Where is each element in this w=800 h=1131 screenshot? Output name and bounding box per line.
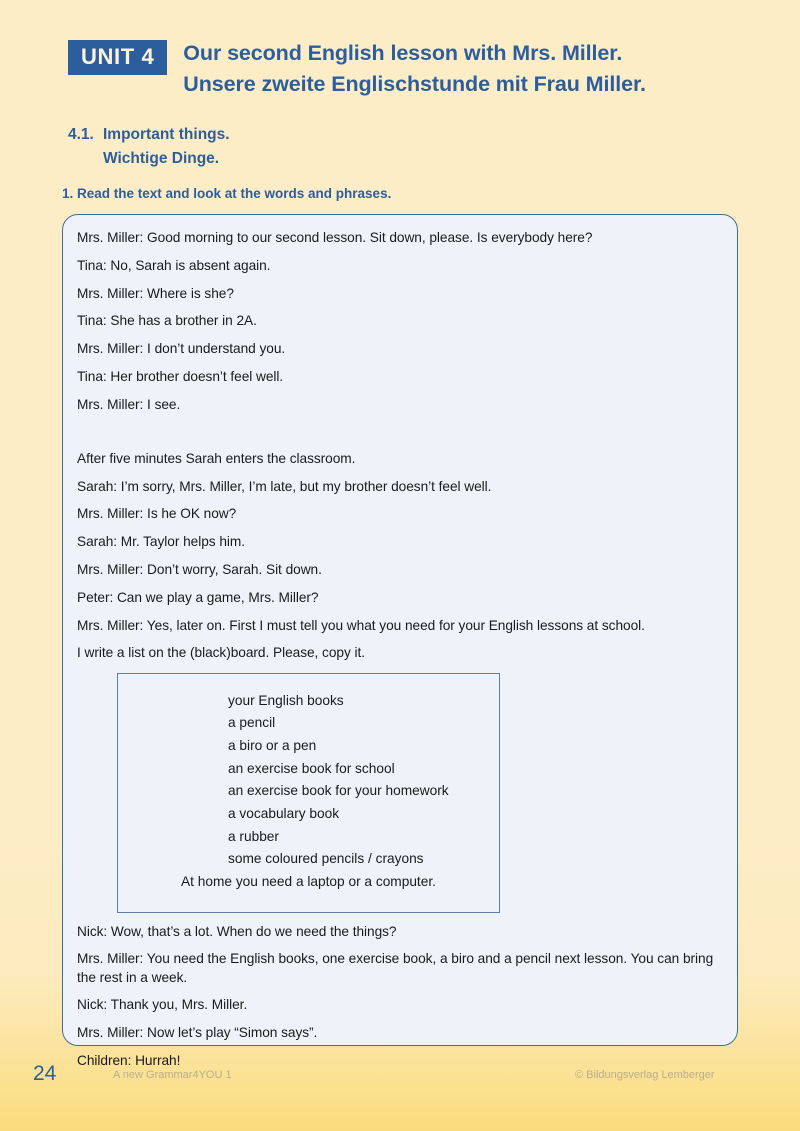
dialogue-line: Mrs. Miller: Good morning to our second lesson. Sit down, please. Is everybody here? (77, 230, 593, 245)
dialogue-line: Mrs. Miller: You need the English books, one exercise book, a biro and a pencil next lesson. You can bring the rest in a week. (77, 951, 714, 985)
dialogue-line: Mrs. Miller: Don’t worry, Sarah. Sit down. (77, 561, 322, 577)
copyright-notice: © Bildungsverlag Lemberger (575, 1069, 715, 1081)
supply-list-item: a rubber (228, 828, 279, 844)
dialogue-line: Tina: No, Sarah is absent again. (77, 257, 271, 273)
dialogue-line: Nick: Wow, that’s a lot. When do we need the things? (77, 923, 397, 939)
supply-list-item: some coloured pencils / crayons (228, 851, 424, 867)
page-header (68, 38, 760, 99)
page-number: 24 (33, 1062, 57, 1085)
supply-list-item: an exercise book for school (228, 760, 395, 776)
dialogue-line: Mrs. Miller: I don’t understand you. (77, 341, 286, 357)
page-title (183, 38, 646, 99)
supply-list-item: your English books (228, 692, 344, 708)
supply-list-closing: At home you need a laptop or a computer. (181, 873, 436, 889)
section-heading (68, 123, 230, 172)
page-title-german: Unsere zweite Englischstunde mit Frau Miller. (183, 71, 646, 96)
dialogue-line: Sarah: I’m sorry, Mrs. Miller, I’m late, but my brother doesn’t feel well. (77, 478, 492, 494)
dialogue-line: Tina: Her brother doesn’t feel well. (77, 369, 284, 385)
dialogue-line: Children: Hurrah! (77, 1053, 181, 1069)
section-number: 4.1. (68, 126, 94, 143)
page-footer (0, 1062, 800, 1092)
dialogue-line: Mrs. Miller: Where is she? (77, 285, 234, 301)
dialogue-line: I write a list on the (black)board. Please, copy it. (77, 645, 366, 661)
section-heading-english: Important things. (103, 126, 230, 143)
supply-list-box (117, 673, 500, 913)
section-heading-german: Wichtige Dinge. (103, 150, 220, 168)
dialogue-line: After five minutes Sarah enters the classroom. (77, 450, 356, 466)
dialogue-line: Mrs. Miller: Now let’s play “Simon says”. (77, 1025, 318, 1041)
section-heading-german-row (68, 147, 230, 171)
page-title-english: Our second English lesson with Mrs. Miller. (183, 41, 623, 65)
dialogue-line: Peter: Can we play a game, Mrs. Miller? (77, 589, 319, 605)
supply-list-item: a biro or a pen (228, 737, 317, 753)
dialogue-line: Mrs. Miller: Is he OK now? (77, 506, 237, 522)
unit-badge: UNIT 4 (68, 40, 167, 75)
dialogue-line: Mrs. Miller: Yes, later on. First I must tell you what you need for your English lessons at school. (77, 617, 645, 633)
dialogue-box (62, 214, 738, 1069)
book-title: A new Grammar4YOU 1 (113, 1069, 232, 1081)
supply-list-item: a vocabulary book (228, 805, 340, 821)
supply-list-item: a pencil (228, 715, 276, 731)
dialogue-line: Tina: She has a brother in 2A. (77, 313, 257, 329)
dialogue-line: Sarah: Mr. Taylor helps him. (77, 534, 245, 550)
dialogue-line: Mrs. Miller: I see. (77, 396, 181, 412)
section-heading-english-row (68, 123, 230, 147)
task-instruction: 1. Read the text and look at the words and phrases. (62, 186, 392, 201)
dialogue-line: Nick: Thank you, Mrs. Miller. (77, 997, 248, 1013)
paragraph-spacer (77, 424, 721, 450)
supply-list-item: an exercise book for your homework (228, 783, 449, 799)
